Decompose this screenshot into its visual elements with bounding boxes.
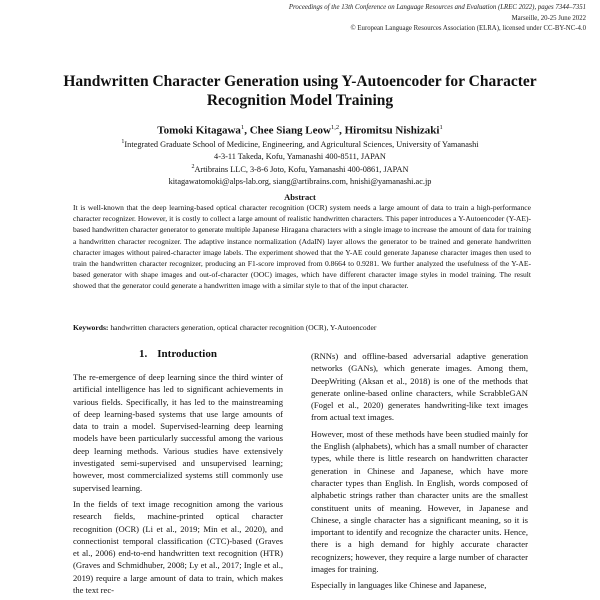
abstract-text: It is well-known that the deep learning-based optical character recognition (OCR) system needs a large amount of data to train a high-performance character recognizer. However, it is costly to collect a large amount of realistic handwritten characters. This paper introduces a Y-Autoencoder (Y-AE)-based handwritten character generator to generate multiple Japanese Hiragana characters with a single image to increase the amount of data for training a handwritten character recognizer. The adaptive instance normalization (AdaIN) layer allows the generator to be trained and generate handwritten character images without paired-character image labels. The experiment showed that the Y-AE could generate Japanese character images then used to train the handwritten character recognizer, producing an F1-score improved from 0.8664 to 0.9281. We further analyzed the usefulness of the Y-AE-based generator with shape images and out-of-character (OOC) images, which have different character image styles in model training. The result showed that the generator could generate a handwritten image with a similar style to that of the input character. <box>73 203 531 291</box>
right-column <box>311 350 528 596</box>
affiliation-2 <box>40 162 560 176</box>
affiliation-1-name: Integrated Graduate School of Medicine, Engineering, and Agricultural Sciences, University of Yamanashi <box>124 139 479 149</box>
paper-title: Handwritten Character Generation using Y-Autoencoder for Character Recognition Model Training <box>63 73 537 109</box>
body-paragraph: Especially in languages like Chinese and Japanese, <box>311 580 487 591</box>
section-heading <box>73 347 283 361</box>
keywords-label: Keywords: <box>73 323 109 332</box>
affiliations <box>40 137 560 188</box>
author-list: Tomoki Kitagawa$^1$, Chee Siang Leow$^{1,2}$, Hiromitsu Nishizaki$^1$ <box>157 124 443 137</box>
keywords <box>73 322 531 333</box>
author-name: Chee Siang Leow <box>249 124 331 137</box>
body-paragraph: The re-emergence of deep learning since the third winter of artificial intelligence has led to significant achievements in various fields. Specifically, it has led to the mainstreaming of deep learning-based systems that use large amounts of data to train a model. Supervised-learning deep learning models have been particularly successful among the various deep learning methods. Various studies have extensively investigated semi-supervised and unsupervised learning; however, most commercialized systems still commonly use supervised learning. <box>73 372 283 493</box>
author-emails: kitagawatomoki@alps-lab.org, siang@artibrains.com, hnishi@yamanashi.ac.jp <box>168 176 432 186</box>
author-name: Hiromitsu Nishizaki <box>344 124 440 137</box>
affiliation-1 <box>40 137 560 151</box>
author-affiliation-mark: 1 <box>240 124 245 131</box>
keywords-text: handwritten characters generation, optical character recognition (OCR), Y-Autoencoder <box>108 323 377 332</box>
author-name: Tomoki Kitagawa <box>157 124 241 137</box>
affiliation-2-name: Artibrains LLC, 3-8-6 Joto, Kofu, Yamanashi 400-0861, JAPAN <box>194 165 409 175</box>
author-affiliation-mark: 1 <box>439 124 443 131</box>
affiliation-1-address: 4-3-11 Takeda, Kofu, Yamanashi 400-8511, JAPAN <box>214 151 386 161</box>
author-affiliation-mark: 1,2 <box>330 124 340 131</box>
affiliation-mark: 2 <box>191 164 195 171</box>
section-title: Introduction <box>157 348 217 360</box>
venue-line: Marseille, 20-25 June 2022 <box>511 14 586 22</box>
abstract-heading: Abstract <box>284 192 316 202</box>
proceedings-header <box>289 3 586 35</box>
body-paragraph: However, most of these methods have been studied mainly for the English (alphabets), which has a small number of character types, while there is little research on handwritten character generation in Chinese and Japanese, which have more character types than English. In English, words composed of alphabetic strings rather than character units are the smallest constituent units of meaning. However, in Japanese and Chinese, a single character has a significant meaning, so it is important to identify and recognize the character units. Hence, there is a high demand for highly accurate character recognizers; however, they require a large number of character images for training. <box>311 428 528 575</box>
left-column <box>73 343 283 600</box>
body-paragraph: In the fields of text image recognition among the various research fields, machine-printed optical character recognition (OCR) (Li et al., 2019; Min et al., 2020), and connectionist temporal classification (CTC)-based (Graves et al., 2006) end-to-end handwritten text recognition (HTR) (Graves and Schmidhuber, 2008; Ly et al., 2017; Ingle et al., 2019) require a large amount of data to train, which makes the text rec- <box>73 498 283 596</box>
license-line: © European Language Resources Association (ELRA), licensed under CC-BY-NC-4.0 <box>350 25 586 32</box>
body-paragraph: (RNNs) and offline-based adversarial adaptive generation networks (GANs), which generate images. Among them, DeepWriting (Aksan et al., 2018) is one of the methods that generate online-based online characters, while ScrabbleGAN (Fogel et al., 2020) generates handwriting-like text images from actual text images. <box>311 351 528 423</box>
proceedings-line: Proceedings of the 13th Conference on Language Resources and Evaluation (LREC 2022), pages 7344–7351 <box>288 4 586 11</box>
affiliation-mark: 1 <box>121 139 125 145</box>
section-number: 1. <box>139 348 148 360</box>
